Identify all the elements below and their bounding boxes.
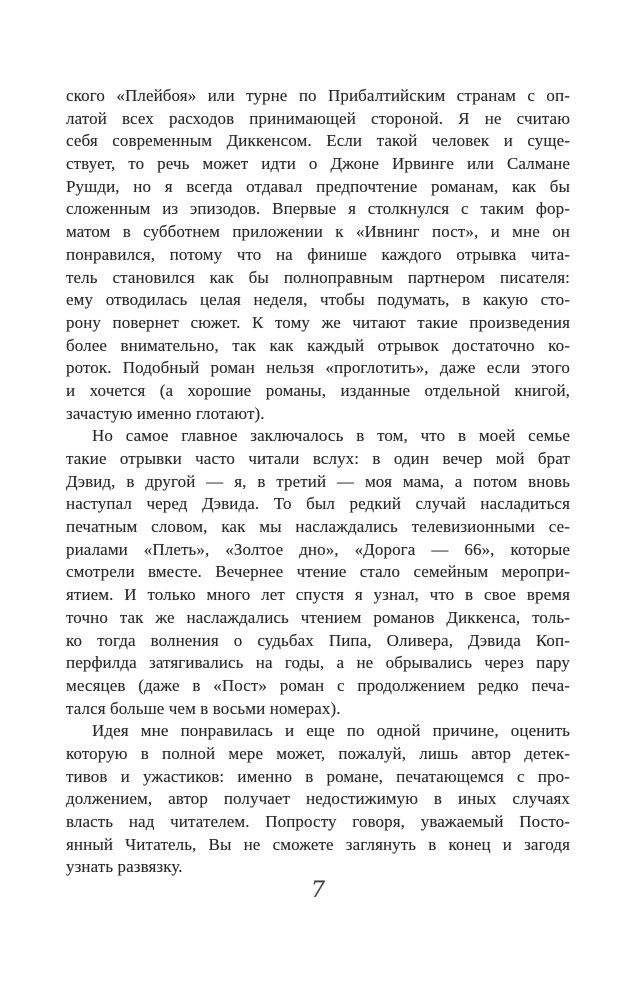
paragraph — [66, 720, 570, 879]
text-line: печатным словом, как мы наслаждались телевизионными се- — [66, 517, 570, 537]
text-line: более внимательно, так как каждый отрывок достаточно ко- — [66, 335, 570, 355]
text-line: смотрели вместе. Вечернее чтение стало семейным меропри- — [66, 562, 570, 582]
paragraph — [66, 425, 570, 720]
text-line: матом в субботнем приложении к «Ивнинг пост», и мне он — [66, 222, 570, 242]
text-line: должением, автор получает недостижимую в иных случаях — [66, 789, 570, 809]
text-line: власть над читателем. Попросту говоря, уважаемый Посто- — [66, 812, 570, 831]
text-line: точно так же наслаждались чтением романов Диккенса, толь- — [66, 607, 570, 627]
text-line: зачастую именно глотают). — [66, 403, 265, 423]
text-line: понравился, потому что на финише каждого отрывка чита- — [66, 244, 570, 264]
text-line: ко тогда волнения о судьбах Пипа, Оливера, Дэвида Коп- — [66, 630, 570, 650]
text-line: такие отрывки часто читали вслух: в один вечер мой брат — [66, 449, 570, 468]
text-line: ятием. И только много лет спустя я узнал, что в свое время — [66, 585, 570, 605]
text-line: себя современным Диккенсом. Если такой человек и суще- — [66, 131, 570, 151]
text-line: Дэвид, в другой — я, в третий — моя мама, а потом вновь — [66, 471, 570, 491]
text-line: сложенным из эпизодов. Впервые я столкнулся с таким фор- — [66, 199, 570, 219]
text-line: ствует, то речь может идти о Джоне Ирвинге или Салмане — [66, 154, 570, 174]
text-line: риалами «Плеть», «Золтое дно», «Дорога — 66», которые — [66, 539, 570, 559]
text-line: латой всех расходов принимающей стороной. Я не считаю — [66, 108, 570, 128]
text-line: рону повернет сюжет. К тому же читают такие произведения — [66, 312, 570, 332]
text-line: и хочется (а хорошие романы, изданные отдельной книгой, — [66, 380, 570, 400]
text-line: перфилда затягивались на годы, а не обрывались через пару — [66, 653, 570, 673]
text-line: Идея мне понравилась и еще по одной причине, оценить — [92, 721, 570, 741]
text-line: янный Читатель, Вы не сможете заглянуть в конец и загодя — [66, 834, 570, 854]
page-number: 7 — [311, 878, 325, 903]
text-line: тивов и ужастиков: именно в романе, печатающемся с про- — [66, 766, 570, 786]
text-line: ему отводилась целая неделя, чтобы подумать, в какую сто- — [66, 290, 570, 310]
text-line: роток. Подобный роман нельзя «проглотить», даже если этого — [66, 358, 570, 378]
text-line: Рушди, но я всегда отдавал предпочтение романам, как бы — [66, 176, 570, 196]
text-line: которую в полной мере может, пожалуй, лишь автор детек- — [66, 743, 570, 763]
text-line: ского «Плейбоя» или турне по Прибалтийским странам с оп- — [66, 86, 570, 105]
text-line: месяцев (даже в «Пост» роман с продолжением редко печа- — [66, 675, 570, 695]
text-line: тель становился как бы полноправным партнером писателя: — [66, 267, 570, 287]
text-line: тался больше чем в восьми номерах). — [66, 698, 341, 718]
text-line: наступал черед Дэвида. То был редкий случай насладиться — [66, 494, 570, 514]
page-text — [66, 85, 570, 879]
paragraph — [66, 85, 570, 425]
text-line: узнать развязку. — [66, 857, 183, 877]
text-line: Но самое главное заключалось в том, что в моей семье — [92, 426, 570, 446]
